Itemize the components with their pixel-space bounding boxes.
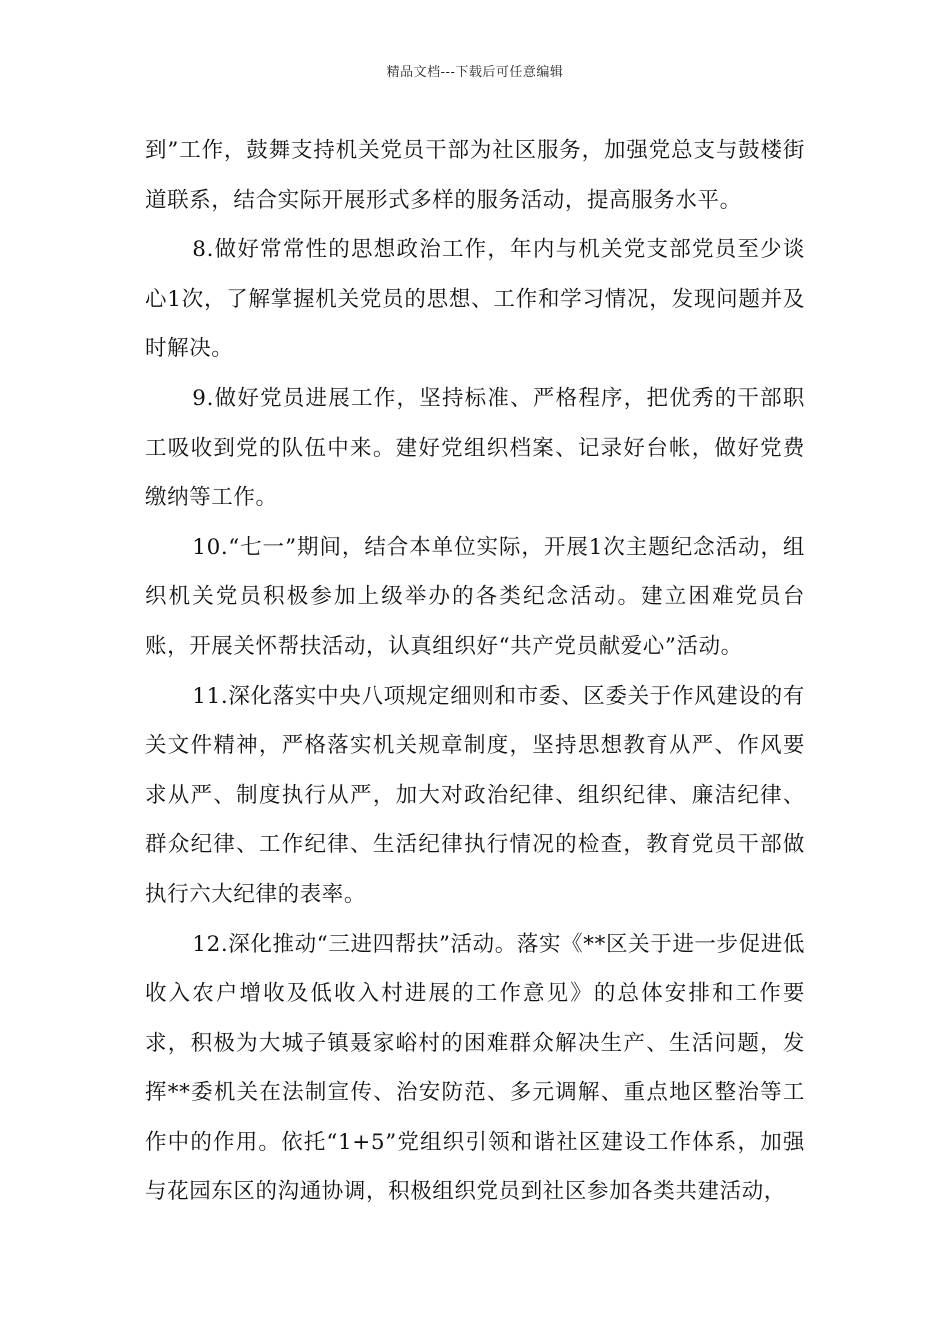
document-body [145, 126, 805, 1217]
page-header: 精品文档---下载后可任意编辑 [386, 65, 564, 80]
paragraph-item-9: 9.做好党员进展工作，坚持标准、严格程序，把优秀的干部职工吸收到党的队伍中来。建好党组织档案、记录好台帐，做好党费缴纳等工作。 [145, 385, 805, 511]
paragraph-item-8: 8.做好常常性的思想政治工作，年内与机关党支部党员至少谈心1次，了解掌握机关党员的思想、工作和学习情况，发现问题并及时解决。 [145, 237, 805, 362]
paragraph-continuation: 到”工作，鼓舞支持机关党员干部为社区服务，加强党总支与鼓楼街道联系，结合实际开展形式多样的服务活动，提高服务水平。 [145, 138, 805, 213]
paragraph-item-11: 11.深化落实中央八项规定细则和市委、区委关于作风建设的有关文件精神，严格落实机关规章制度，坚持思想教育从严、作风要求从严、制度执行从严，加大对政治纪律、组织纪律、廉洁纪律、群众纪律、工作纪律、生活纪律执行情况的检查，教育党员干部做执行六大纪律的表率。 [145, 683, 805, 907]
paragraph-item-10: 10.“七一”期间，结合本单位实际，开展1次主题纪念活动，组织机关党员积极参加上级举办的各类纪念活动。建立困难党员台账，开展关怀帮扶活动，认真组织好“共产党员献爱心”活动。 [145, 534, 805, 659]
paragraph-item-12: 12.深化推动“三进四帮扶”活动。落实《**区关于进一步促进低收入农户增收及低收入村进展的工作意见》的总体安排和工作要求，积极为大城子镇聂家峪村的困难群众解决生产、生活问题，发挥**委机关在法制宣传、治安防范、多元调解、重点地区整治等工作中的作用。依托“1+5”党组织引领和谐社区建设工作体系，加强与花园东区的沟通协调，积极组织党员到社区参加各类共建活动， [145, 931, 805, 1205]
